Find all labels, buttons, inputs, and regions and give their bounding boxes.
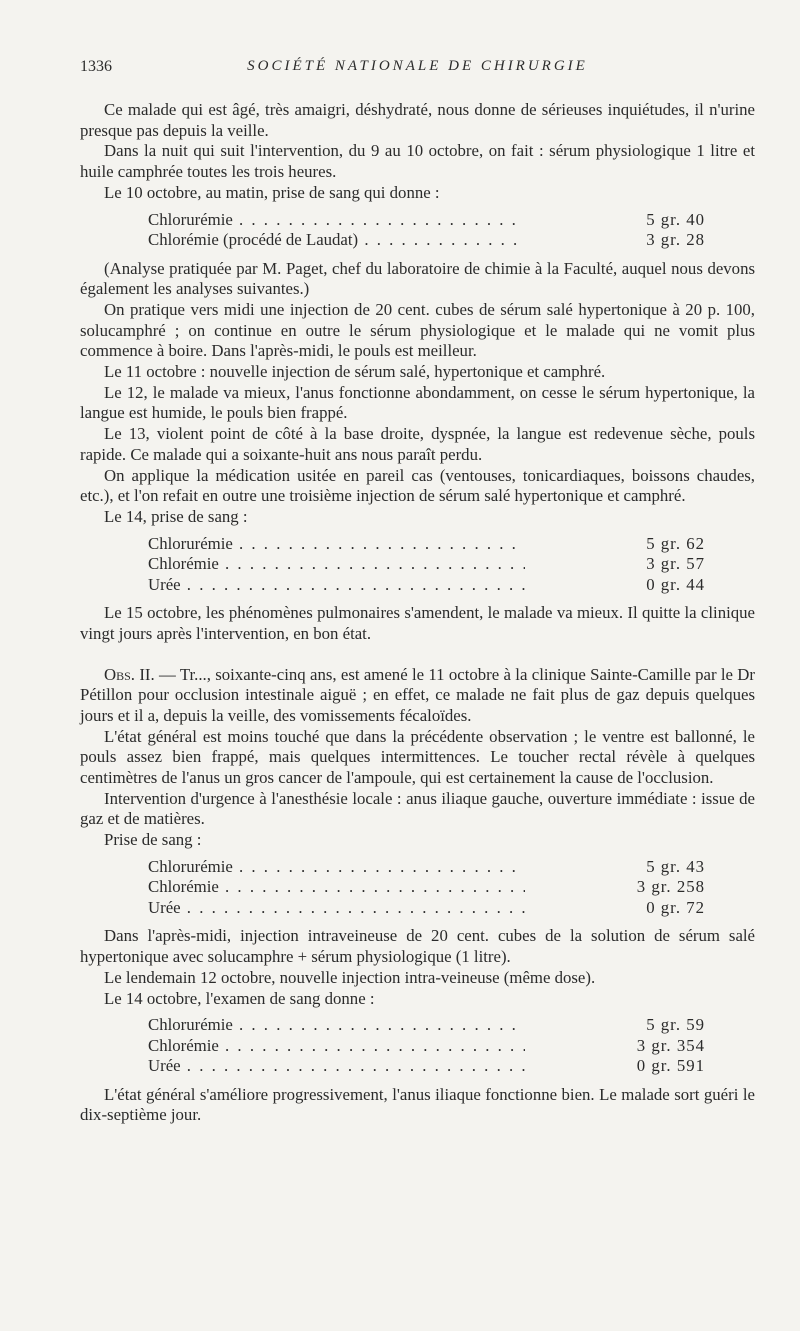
paragraph: Ce malade qui est âgé, très amaigri, déshydraté, nous donne de sérieuses inquiétudes, il n'urine presque pas depuis la veille.	[80, 100, 755, 140]
measure-value: 3 gr. 258	[636, 877, 705, 897]
measure-row	[80, 575, 755, 596]
measure-label: Chlorurémie . . .	[80, 210, 525, 230]
measure-row	[80, 230, 755, 251]
paragraph: Prise de sang :	[104, 830, 202, 850]
measure-value: 5 gr. 59	[646, 1015, 705, 1035]
paragraph: L'état général est moins touché que dans la précédente observation ; le ventre est ballonné, le pouls assez bien frappé, mais quelques intermittences. Le toucher rectal révèle à quelques centimètres de l'anus un gros cancer de l'ampoule, qui est certainement la cause de l'occlusion.	[80, 726, 755, 788]
paragraph: Le 15 octobre, les phénomènes pulmonaires s'amendent, le malade va mieux. Il quitte la clinique vingt jours après l'intervention, en bon état.	[80, 603, 755, 643]
paragraph: Dans l'après-midi, injection intraveineuse de 20 cent. cubes de la solution de sérum salé hypertonique avec solucamphre + sérum physiologique (1 litre).	[80, 926, 755, 967]
observation-paragraph	[80, 665, 755, 727]
blood-test-table-3	[80, 857, 755, 919]
measure-row	[80, 210, 755, 231]
paragraph: On applique la médication usitée en pareil cas (ventouses, tonicardiaques, boissons chaudes, etc.), et l'on refait en outre une troisième injection de sérum salé hypertonique et camphré.	[80, 465, 755, 506]
paragraph: Le 11 octobre : nouvelle injection de sérum salé, hypertonique et camphré.	[104, 362, 606, 382]
measure-value: 5 gr. 40	[646, 209, 705, 229]
measure-value: 3 gr. 28	[646, 230, 705, 250]
measure-row	[80, 898, 755, 919]
measure-row	[80, 1015, 755, 1036]
observation-label: Obs. II.	[104, 664, 155, 684]
measure-row	[80, 877, 755, 898]
measure-value: 3 gr. 354	[636, 1035, 705, 1055]
blood-test-table-2	[80, 534, 755, 596]
measure-value: 5 gr. 62	[646, 533, 705, 553]
measure-label: Urée . . .	[80, 898, 525, 918]
measure-label: Chlorémie . . .	[80, 1036, 525, 1056]
paragraph: Le 14 octobre, l'examen de sang donne :	[104, 988, 375, 1008]
paragraph: On pratique vers midi une injection de 20 cent. cubes de sérum salé hypertonique à 20 p. 100, solucamphré ; on continue en outre le sérum physiologique et le malade qui ne vomit plus commence à boire. Dans l'après-midi, le pouls est meilleur.	[80, 299, 755, 361]
page-number: 1336	[80, 58, 112, 75]
page-header	[80, 58, 755, 82]
measure-label: Urée . . .	[80, 575, 525, 595]
measure-row	[80, 1036, 755, 1057]
measure-label: Urée . . .	[80, 1056, 525, 1076]
measure-value: 0 gr. 44	[646, 574, 705, 594]
measure-label: Chlorémie . . .	[80, 877, 525, 897]
paragraph: Dans la nuit qui suit l'intervention, du 9 au 10 octobre, on fait : sérum physiologique 1 litre et huile camphrée toutes les trois heures.	[80, 141, 755, 182]
measure-value: 3 gr. 57	[646, 554, 705, 574]
section-gap	[80, 645, 755, 665]
measure-value: 0 gr. 591	[636, 1056, 705, 1076]
measure-value: 0 gr. 72	[646, 897, 705, 917]
measure-row	[80, 534, 755, 555]
measure-label: Chlorémie (procédé de Laudat) . . .	[80, 230, 525, 250]
measure-label: Chlorurémie . . .	[80, 534, 525, 554]
measure-row	[80, 1056, 755, 1077]
paragraph: L'état général s'améliore progressivement, l'anus iliaque fonctionne bien. Le malade sort guéri le dix-septième jour.	[80, 1084, 755, 1125]
paragraph: Le lendemain 12 octobre, nouvelle injection intra-veineuse (même dose).	[104, 967, 596, 987]
paragraph: (Analyse pratiquée par M. Paget, chef du laboratoire de chimie à la Faculté, auquel nous devons également les analyses suivantes.)	[80, 258, 755, 299]
blood-test-table-4	[80, 1015, 755, 1077]
paragraph: Le 14, prise de sang :	[104, 506, 248, 526]
measure-row	[80, 857, 755, 878]
paragraph: Le 13, violent point de côté à la base droite, dyspnée, la langue est redevenue sèche, pouls rapide. Ce malade qui a soixante-huit ans nous paraît perdu.	[80, 424, 755, 464]
paragraph: Intervention d'urgence à l'anesthésie locale : anus iliaque gauche, ouverture immédiate : issue de gaz et de matières.	[80, 788, 755, 829]
observation-text: — Tr..., soixante-cinq ans, est amené le 11 octobre à la clinique Sainte-Camille par le Dr Pétillon pour occlusion intestinale aiguë ; en effet, ce malade ne fait plus de gaz depuis quelques jours et il a, depuis la veille, des vomissements fécaloïdes.	[80, 664, 756, 725]
measure-label: Chlorémie . . .	[80, 554, 525, 574]
blood-test-table-1	[80, 210, 755, 251]
body-text	[80, 100, 755, 1126]
paragraph: Le 10 octobre, au matin, prise de sang qui donne :	[104, 182, 440, 202]
running-title: SOCIÉTÉ NATIONALE DE CHIRURGIE	[247, 58, 588, 74]
measure-label: Chlorurémie . . .	[80, 857, 525, 877]
paragraph: Le 12, le malade va mieux, l'anus fonctionne abondamment, on cesse le sérum hypertonique, la langue est humide, le pouls bien frappé.	[80, 382, 755, 423]
measure-label: Chlorurémie . . .	[80, 1015, 525, 1035]
measure-row	[80, 554, 755, 575]
measure-value: 5 gr. 43	[646, 856, 705, 876]
